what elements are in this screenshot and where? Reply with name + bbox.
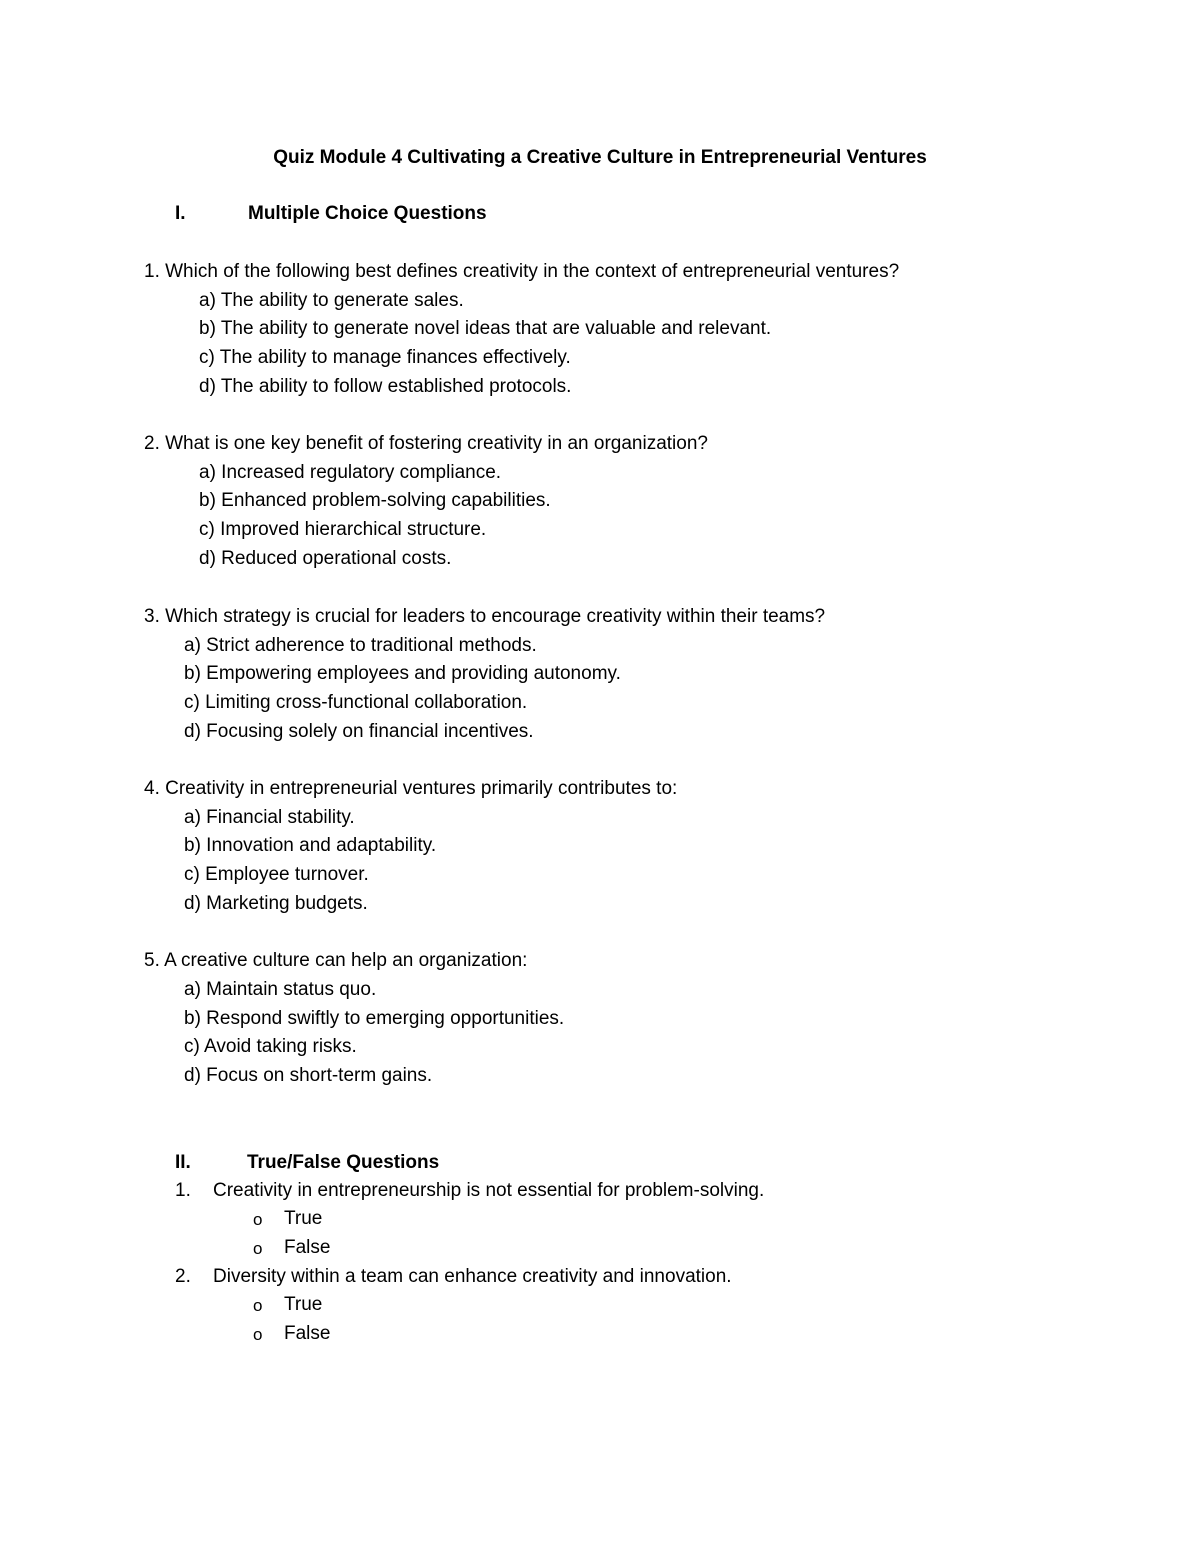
tf-question-1-number: 1.: [175, 1180, 191, 1201]
question-3: 3. Which strategy is crucial for leaders to encourage creativity within their teams?: [144, 606, 826, 627]
question-2: 2. What is one key benefit of fostering creativity in an organization?: [144, 433, 708, 454]
tf-question-2-false-bullet: o: [253, 1325, 263, 1344]
question-2-option-a: a) Increased regulatory compliance.: [199, 462, 502, 483]
question-2-option-c: c) Improved hierarchical structure.: [199, 519, 487, 540]
question-1: 1. Which of the following best defines creativity in the context of entrepreneurial ventures?: [144, 261, 900, 282]
question-1-option-b: b) The ability to generate novel ideas that are valuable and relevant.: [199, 318, 772, 339]
question-3-option-b: b) Empowering employees and providing autonomy.: [184, 663, 621, 684]
tf-question-1: Creativity in entrepreneurship is not essential for problem-solving.: [213, 1180, 765, 1201]
question-1-option-a: a) The ability to generate sales.: [199, 290, 464, 311]
question-4: 4. Creativity in entrepreneurial ventures primarily contributes to:: [144, 778, 678, 799]
question-5: 5. A creative culture can help an organization:: [144, 950, 528, 971]
question-5-option-a: a) Maintain status quo.: [184, 979, 377, 1000]
tf-question-2-option-true: True: [284, 1294, 323, 1315]
question-4-option-a: a) Financial stability.: [184, 807, 355, 828]
tf-question-1-true-bullet: o: [253, 1210, 263, 1229]
section-title: True/False Questions: [247, 1152, 440, 1173]
question-3-option-a: a) Strict adherence to traditional methods.: [184, 635, 537, 656]
tf-question-2-option-false: False: [284, 1323, 331, 1344]
tf-question-1-false-bullet: o: [253, 1239, 263, 1258]
question-4-option-c: c) Employee turnover.: [184, 864, 369, 885]
section-title: Multiple Choice Questions: [248, 203, 487, 224]
tf-question-2: Diversity within a team can enhance creativity and innovation.: [213, 1266, 732, 1287]
section-numeral: II.: [175, 1152, 191, 1173]
question-4-option-b: b) Innovation and adaptability.: [184, 835, 437, 856]
page-title: Quiz Module 4 Cultivating a Creative Culture in Entrepreneurial Ventures: [273, 147, 927, 168]
tf-question-2-number: 2.: [175, 1266, 191, 1287]
question-2-option-b: b) Enhanced problem-solving capabilities.: [199, 490, 551, 511]
question-3-option-d: d) Focusing solely on financial incentives.: [184, 721, 534, 742]
question-4-option-d: d) Marketing budgets.: [184, 893, 368, 914]
question-2-option-d: d) Reduced operational costs.: [199, 548, 452, 569]
question-5-option-c: c) Avoid taking risks.: [184, 1036, 357, 1057]
tf-question-1-option-true: True: [284, 1208, 323, 1229]
question-1-option-c: c) The ability to manage finances effectively.: [199, 347, 571, 368]
question-3-option-c: c) Limiting cross-functional collaboration.: [184, 692, 528, 713]
tf-question-1-option-false: False: [284, 1237, 331, 1258]
tf-question-2-true-bullet: o: [253, 1296, 263, 1315]
section-numeral: I.: [175, 203, 186, 224]
question-5-option-b: b) Respond swiftly to emerging opportunities.: [184, 1008, 565, 1029]
question-5-option-d: d) Focus on short-term gains.: [184, 1065, 433, 1086]
question-1-option-d: d) The ability to follow established protocols.: [199, 376, 572, 397]
